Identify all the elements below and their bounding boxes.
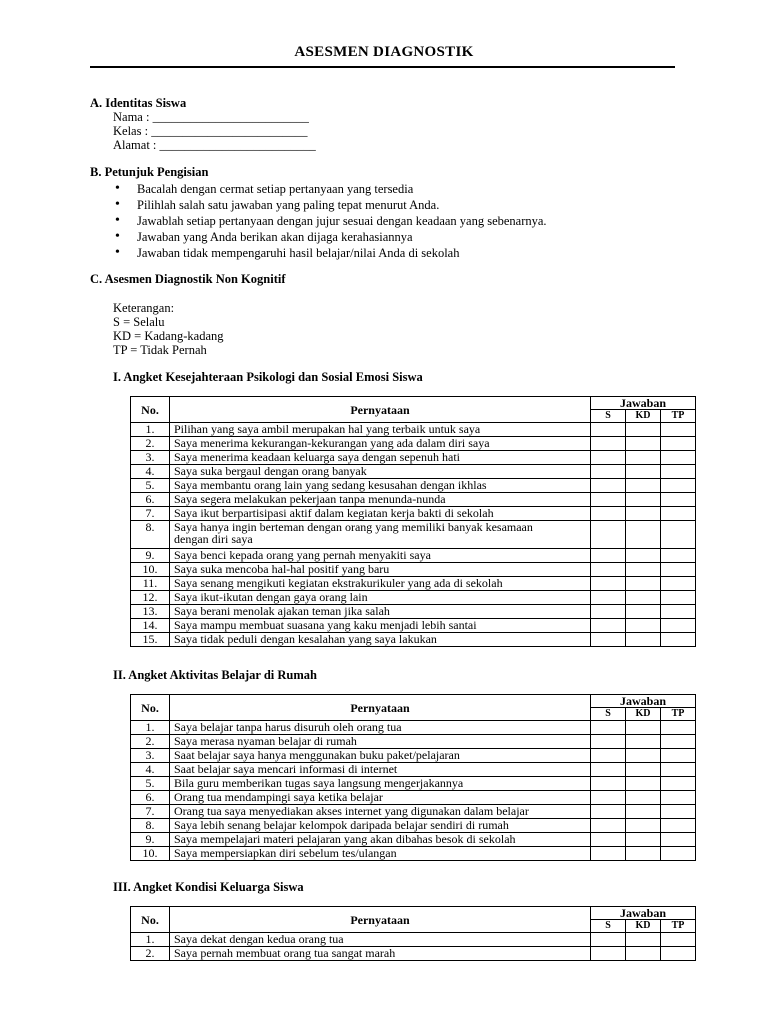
- statement-cell: [170, 791, 591, 805]
- statement-cell: [170, 847, 591, 861]
- row-number: 7.: [131, 507, 170, 521]
- answer-cell-kd[interactable]: [626, 479, 661, 493]
- statement-text: Bila guru memberikan tugas saya langsung mengerjakannya: [174, 776, 464, 790]
- answer-cell-tp[interactable]: [661, 451, 696, 465]
- answer-cell-kd[interactable]: [626, 633, 661, 647]
- answer-cell-kd[interactable]: [626, 591, 661, 605]
- answer-cell-kd[interactable]: [626, 493, 661, 507]
- statement-cell: [170, 633, 591, 647]
- answer-cell-tp[interactable]: [661, 749, 696, 763]
- statement-text: Saya tidak peduli dengan kesalahan yang saya lakukan: [174, 632, 437, 646]
- row-number: 6.: [131, 493, 170, 507]
- field-kelas-label: Kelas :: [113, 124, 149, 138]
- answer-cell-s[interactable]: [591, 577, 626, 591]
- row-number: 10.: [131, 563, 170, 577]
- statement-text: Orang tua saya menyediakan akses internet yang digunakan dalam belajar: [174, 804, 529, 818]
- statement-text: Saya hanya ingin berteman dengan orang yang memiliki banyak kesamaan: [174, 520, 533, 534]
- answer-cell-tp[interactable]: [661, 763, 696, 777]
- answer-cell-tp[interactable]: [661, 591, 696, 605]
- answer-cell-kd[interactable]: [626, 833, 661, 847]
- answer-cell-kd[interactable]: [626, 451, 661, 465]
- angket2-table: [130, 694, 696, 861]
- answer-cell-s[interactable]: [591, 933, 626, 947]
- col-no-header: No.: [131, 397, 170, 423]
- answer-cell-kd[interactable]: [626, 847, 661, 861]
- row-number: 1.: [131, 721, 170, 735]
- row-number: 9.: [131, 833, 170, 847]
- table-row: [131, 735, 696, 749]
- table-row: [131, 833, 696, 847]
- answer-cell-s[interactable]: [591, 605, 626, 619]
- answer-cell-kd[interactable]: [626, 605, 661, 619]
- table-row: [131, 619, 696, 633]
- answer-cell-s[interactable]: [591, 619, 626, 633]
- table-row: [131, 479, 696, 493]
- answer-cell-s[interactable]: [591, 819, 626, 833]
- answer-cell-tp[interactable]: [661, 437, 696, 451]
- answer-cell-kd[interactable]: [626, 735, 661, 749]
- col-tp-header: TP: [661, 920, 696, 933]
- col-jawaban-header: Jawaban: [591, 397, 696, 410]
- table-row: [131, 721, 696, 735]
- answer-cell-s[interactable]: [591, 833, 626, 847]
- instruction-item: • Jawablah setiap pertanyaan dengan jujur sesuai dengan keadaan yang sebenarnya.: [113, 213, 547, 229]
- statement-text: Saya ikut berpartisipasi aktif dalam kegiatan kerja bakti di sekolah: [174, 506, 494, 520]
- table-row: [131, 423, 696, 437]
- statement-text: Saya merasa nyaman belajar di rumah: [174, 734, 357, 748]
- statement-cell: [170, 721, 591, 735]
- answer-cell-tp[interactable]: [661, 777, 696, 791]
- answer-cell-tp[interactable]: [661, 619, 696, 633]
- table-row: [131, 763, 696, 777]
- answer-cell-kd[interactable]: [626, 721, 661, 735]
- col-kd-header: KD: [626, 410, 661, 423]
- answer-cell-s[interactable]: [591, 563, 626, 577]
- table-row: [131, 451, 696, 465]
- answer-cell-tp[interactable]: [661, 605, 696, 619]
- legend-s: S = Selalu: [113, 315, 165, 329]
- statement-text: Saya senang mengikuti kegiatan ekstrakurikuler yang ada di sekolah: [174, 576, 503, 590]
- answer-cell-tp[interactable]: [661, 563, 696, 577]
- answer-cell-tp[interactable]: [661, 479, 696, 493]
- answer-cell-tp[interactable]: [661, 805, 696, 819]
- answer-cell-s[interactable]: [591, 437, 626, 451]
- angket2-title: II. Angket Aktivitas Belajar di Rumah: [113, 668, 317, 682]
- statement-text: Saya suka bergaul dengan orang banyak: [174, 464, 367, 478]
- keterangan-label: Keterangan:: [113, 301, 175, 315]
- answer-cell-kd[interactable]: [626, 805, 661, 819]
- statement-cell: [170, 493, 591, 507]
- table-row: [131, 493, 696, 507]
- row-number: 3.: [131, 451, 170, 465]
- statement-text: Saya suka mencoba hal-hal positif yang baru: [174, 562, 390, 576]
- answer-cell-tp[interactable]: [661, 819, 696, 833]
- table-row: [131, 791, 696, 805]
- statement-cell: [170, 577, 591, 591]
- table-row: [131, 819, 696, 833]
- answer-cell-kd[interactable]: [626, 777, 661, 791]
- table-row: [131, 549, 696, 563]
- statement-cell: [170, 805, 591, 819]
- statement-cell: [170, 819, 591, 833]
- statement-cell: [170, 619, 591, 633]
- statement-text: Orang tua mendampingi saya ketika belajar: [174, 790, 383, 804]
- answer-cell-s[interactable]: [591, 847, 626, 861]
- answer-cell-s[interactable]: [591, 633, 626, 647]
- answer-cell-s[interactable]: [591, 591, 626, 605]
- statement-text: Saya mempersiapkan diri sebelum tes/ulangan: [174, 846, 397, 860]
- answer-cell-s[interactable]: [591, 777, 626, 791]
- legend-kd: KD = Kadang-kadang: [113, 329, 224, 343]
- row-number: 12.: [131, 591, 170, 605]
- answer-cell-s[interactable]: [591, 521, 626, 549]
- row-number: 1.: [131, 423, 170, 437]
- answer-cell-s[interactable]: [591, 805, 626, 819]
- answer-cell-kd[interactable]: [626, 619, 661, 633]
- statement-text: Saya berani menolak ajakan teman jika salah: [174, 604, 390, 618]
- title-underline: [90, 66, 675, 68]
- answer-cell-s[interactable]: [591, 423, 626, 437]
- row-number: 4.: [131, 465, 170, 479]
- row-number: 2.: [131, 437, 170, 451]
- row-number: 14.: [131, 619, 170, 633]
- answer-cell-kd[interactable]: [626, 423, 661, 437]
- statement-cell: [170, 947, 591, 961]
- col-tp-header: TP: [661, 708, 696, 721]
- col-jawaban-header: Jawaban: [591, 695, 696, 708]
- statement-cell: [170, 833, 591, 847]
- instruction-list: [113, 181, 547, 261]
- statement-text: Saya menerima kekurangan-kekurangan yang ada dalam diri saya: [174, 436, 490, 450]
- statement-cell: [170, 549, 591, 563]
- angket3-title: III. Angket Kondisi Keluarga Siswa: [113, 880, 304, 894]
- answer-cell-kd[interactable]: [626, 465, 661, 479]
- statement-cell: [170, 423, 591, 437]
- statement-cell: [170, 451, 591, 465]
- answer-cell-tp[interactable]: [661, 933, 696, 947]
- col-no-header: No.: [131, 695, 170, 721]
- answer-cell-tp[interactable]: [661, 423, 696, 437]
- statement-text-continued: dengan diri saya: [174, 532, 253, 546]
- col-no-header: No.: [131, 907, 170, 933]
- statement-cell: [170, 521, 591, 549]
- row-number: 3.: [131, 749, 170, 763]
- statement-cell: [170, 763, 591, 777]
- statement-text: Saya pernah membuat orang tua sangat marah: [174, 946, 396, 960]
- answer-cell-kd[interactable]: [626, 933, 661, 947]
- statement-text: Saya lebih senang belajar kelompok daripada belajar sendiri di rumah: [174, 818, 509, 832]
- statement-text: Saya mempelajari materi pelajaran yang akan dibahas besok di sekolah: [174, 832, 516, 846]
- row-number: 13.: [131, 605, 170, 619]
- answer-cell-tp[interactable]: [661, 633, 696, 647]
- col-s-header: S: [591, 708, 626, 721]
- answer-cell-s[interactable]: [591, 479, 626, 493]
- answer-cell-kd[interactable]: [626, 819, 661, 833]
- row-number: 4.: [131, 763, 170, 777]
- row-number: 9.: [131, 549, 170, 563]
- answer-cell-s[interactable]: [591, 465, 626, 479]
- row-number: 2.: [131, 735, 170, 749]
- statement-text: Saat belajar saya mencari informasi di internet: [174, 762, 398, 776]
- col-kd-header: KD: [626, 708, 661, 721]
- row-number: 5.: [131, 777, 170, 791]
- table-row: [131, 847, 696, 861]
- table-row: [131, 577, 696, 591]
- answer-cell-s[interactable]: [591, 493, 626, 507]
- answer-cell-tp[interactable]: [661, 493, 696, 507]
- statement-text: Saat belajar saya hanya menggunakan buku paket/pelajaran: [174, 748, 460, 762]
- row-number: 10.: [131, 847, 170, 861]
- row-number: 1.: [131, 933, 170, 947]
- angket1-table: [130, 396, 696, 647]
- table-row: [131, 633, 696, 647]
- answer-cell-tp[interactable]: [661, 833, 696, 847]
- statement-text: Saya menerima keadaan keluarga saya dengan sepenuh hati: [174, 450, 460, 464]
- col-pernyataan-header: Pernyataan: [170, 907, 591, 933]
- table-row: [131, 465, 696, 479]
- angket3-table: [130, 906, 696, 961]
- answer-cell-s[interactable]: [591, 721, 626, 735]
- table-row: [131, 605, 696, 619]
- statement-text: Saya benci kepada orang yang pernah menyakiti saya: [174, 548, 431, 562]
- statement-cell: [170, 605, 591, 619]
- field-nama-label: Nama :: [113, 110, 150, 124]
- field-alamat-label: Alamat :: [113, 138, 157, 152]
- table-row: [131, 749, 696, 763]
- statement-text: Saya belajar tanpa harus disuruh oleh orang tua: [174, 720, 402, 734]
- statement-text: Saya mampu membuat suasana yang kaku menjadi lebih santai: [174, 618, 477, 632]
- row-number: 11.: [131, 577, 170, 591]
- row-number: 8.: [131, 819, 170, 833]
- answer-cell-kd[interactable]: [626, 749, 661, 763]
- row-number: 7.: [131, 805, 170, 819]
- statement-text: Saya segera melakukan pekerjaan tanpa menunda-nunda: [174, 492, 446, 506]
- row-number: 8.: [131, 521, 170, 549]
- table-row: [131, 563, 696, 577]
- statement-text: Saya dekat dengan kedua orang tua: [174, 932, 344, 946]
- answer-cell-kd[interactable]: [626, 507, 661, 521]
- answer-cell-s[interactable]: [591, 451, 626, 465]
- statement-text: Saya membantu orang lain yang sedang kesusahan dengan ikhlas: [174, 478, 487, 492]
- answer-cell-s[interactable]: [591, 791, 626, 805]
- col-tp-header: TP: [661, 410, 696, 423]
- section-a-heading: A. Identitas Siswa: [90, 96, 187, 110]
- answer-cell-s[interactable]: [591, 749, 626, 763]
- field-alamat: [113, 138, 316, 153]
- legend-tp: TP = Tidak Pernah: [113, 343, 207, 357]
- table-row: [131, 437, 696, 451]
- instruction-item: • Jawaban yang Anda berikan akan dijaga kerahasiannya: [113, 229, 547, 245]
- answer-cell-s[interactable]: [591, 507, 626, 521]
- section-c-heading: C. Asesmen Diagnostik Non Kognitif: [90, 272, 286, 286]
- statement-cell: [170, 507, 591, 521]
- field-alamat-line: _________________________: [159, 138, 316, 152]
- col-pernyataan-header: Pernyataan: [170, 397, 591, 423]
- answer-cell-tp[interactable]: [661, 947, 696, 961]
- answer-cell-s[interactable]: [591, 735, 626, 749]
- answer-cell-kd[interactable]: [626, 791, 661, 805]
- row-number: 5.: [131, 479, 170, 493]
- answer-cell-tp[interactable]: [661, 521, 696, 549]
- table-row: [131, 591, 696, 605]
- table-row: [131, 947, 696, 961]
- row-number: 6.: [131, 791, 170, 805]
- field-nama: [113, 110, 309, 125]
- answer-cell-tp[interactable]: [661, 791, 696, 805]
- answer-cell-tp[interactable]: [661, 549, 696, 563]
- table-row: [131, 777, 696, 791]
- statement-cell: [170, 933, 591, 947]
- col-kd-header: KD: [626, 920, 661, 933]
- answer-cell-kd[interactable]: [626, 763, 661, 777]
- statement-cell: [170, 563, 591, 577]
- answer-cell-kd[interactable]: [626, 563, 661, 577]
- field-nama-line: _________________________: [152, 110, 309, 124]
- statement-cell: [170, 735, 591, 749]
- statement-cell: [170, 777, 591, 791]
- table-row: [131, 933, 696, 947]
- statement-cell: [170, 437, 591, 451]
- row-number: 2.: [131, 947, 170, 961]
- answer-cell-kd[interactable]: [626, 577, 661, 591]
- instruction-item: • Jawaban tidak mempengaruhi hasil belajar/nilai Anda di sekolah: [113, 245, 547, 261]
- answer-cell-kd[interactable]: [626, 549, 661, 563]
- answer-cell-s[interactable]: [591, 947, 626, 961]
- instruction-item: • Pilihlah salah satu jawaban yang paling tepat menurut Anda.: [113, 197, 547, 213]
- statement-text: Pilihan yang saya ambil merupakan hal yang terbaik untuk saya: [174, 422, 481, 436]
- answer-cell-kd[interactable]: [626, 437, 661, 451]
- instruction-item: • Bacalah dengan cermat setiap pertanyaan yang tersedia: [113, 181, 547, 197]
- statement-text: Saya ikut-ikutan dengan gaya orang lain: [174, 590, 368, 604]
- row-number: 15.: [131, 633, 170, 647]
- table-row: [131, 507, 696, 521]
- answer-cell-kd[interactable]: [626, 947, 661, 961]
- col-s-header: S: [591, 920, 626, 933]
- table-row: [131, 521, 696, 549]
- col-pernyataan-header: Pernyataan: [170, 695, 591, 721]
- answer-cell-s[interactable]: [591, 763, 626, 777]
- answer-cell-tp[interactable]: [661, 577, 696, 591]
- answer-cell-s[interactable]: [591, 549, 626, 563]
- statement-cell: [170, 591, 591, 605]
- answer-cell-tp[interactable]: [661, 721, 696, 735]
- answer-cell-tp[interactable]: [661, 507, 696, 521]
- statement-cell: [170, 749, 591, 763]
- statement-cell: [170, 479, 591, 493]
- col-s-header: S: [591, 410, 626, 423]
- answer-cell-kd[interactable]: [626, 521, 661, 549]
- table-row: [131, 805, 696, 819]
- field-kelas-line: _________________________: [151, 124, 308, 138]
- field-kelas: [113, 124, 307, 139]
- section-b-heading: B. Petunjuk Pengisian: [90, 165, 209, 179]
- col-jawaban-header: Jawaban: [591, 907, 696, 920]
- document-title: ASESMEN DIAGNOSTIK: [294, 44, 474, 60]
- answer-cell-tp[interactable]: [661, 465, 696, 479]
- statement-cell: [170, 465, 591, 479]
- answer-cell-tp[interactable]: [661, 847, 696, 861]
- angket1-title: I. Angket Kesejahteraan Psikologi dan Sosial Emosi Siswa: [113, 370, 423, 384]
- answer-cell-tp[interactable]: [661, 735, 696, 749]
